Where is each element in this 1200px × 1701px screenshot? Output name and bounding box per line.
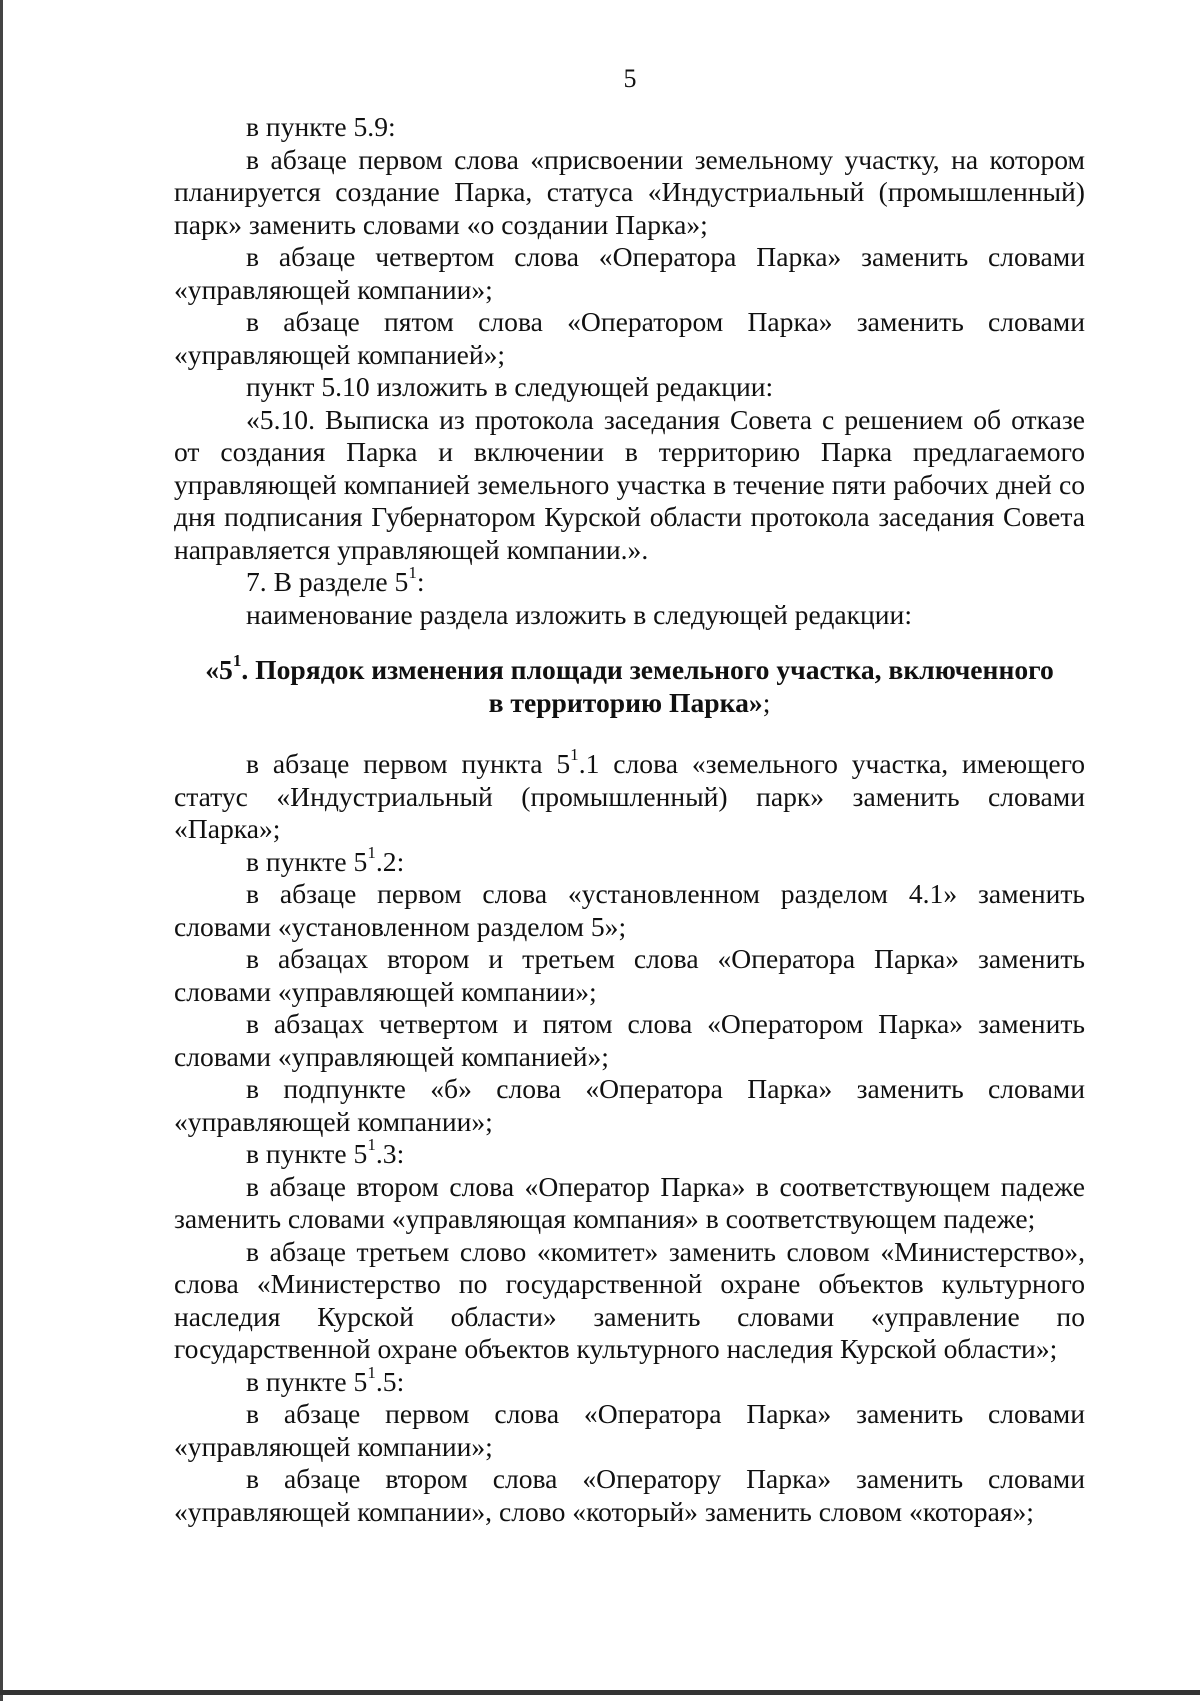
paragraph: в абзацах четвертом и пятом слова «Оператором Парка» заменить словами «управляющей компанией»; <box>174 1008 1085 1072</box>
paragraph: в абзаце втором слова «Оператору Парка» заменить словами «управляющей компании», слово «который» заменить словом «которая»; <box>174 1463 1085 1527</box>
paragraph: в абзаце первом слова «Оператора Парка» заменить словами «управляющей компании»; <box>174 1398 1085 1462</box>
scan-left-edge <box>0 0 3 1701</box>
page-number: 5 <box>623 64 637 93</box>
paragraph-text: : <box>416 566 425 597</box>
paragraph: в абзаце втором слова «Оператор Парка» в соответствующем падеже заменить словами «управляющая компания» в соответствующем падеже; <box>174 1170 1085 1234</box>
superscript: 1 <box>408 563 417 583</box>
paragraph-text: .2: <box>375 845 405 877</box>
heading-text: в территорию Парка» <box>488 686 763 718</box>
superscript: 1 <box>570 745 579 765</box>
paragraph <box>174 1135 1085 1171</box>
paragraph: в абзаце третьем слово «комитет» заменить словом «Министерство», слова «Министерство по государственной охране объектов культурного наследия Курской области» заменить словами «управление по государственной охране объектов культурного наследия Курской области»; <box>174 1235 1085 1364</box>
section-heading-line-1 <box>174 651 1085 687</box>
scan-bottom-edge <box>0 1690 1200 1695</box>
heading-text: . Порядок изменения площади земельного участка, включенного <box>241 654 1054 685</box>
paragraph: в абзацах втором и третьем слова «Оператора Парка» заменить словами «управляющей компании»; <box>174 943 1085 1007</box>
paragraph-text: в пункте 5 <box>246 845 368 877</box>
paragraph: в абзаце пятом слова «Оператором Парка» заменить словами «управляющей компанией»; <box>174 306 1085 370</box>
paragraph-section-7 <box>174 563 1085 599</box>
paragraph <box>174 745 1085 846</box>
paragraph-text: 7. В разделе 5 <box>246 566 409 597</box>
superscript: 1 <box>367 842 376 862</box>
paragraph: в пункте 5.9: <box>246 111 396 142</box>
paragraph: наименование раздела изложить в следующей редакции: <box>246 598 912 630</box>
document-body <box>174 111 1085 1528</box>
paragraph: «5.10. Выписка из протокола заседания Совета с решением об отказе от создания Парка и включении в территорию Парка предлагаемого управляющей компанией земельного участка в течение пяти рабочих дней со дня подписания Губернатором Курской области протокола заседания Совета направляется управляющей компании.». <box>174 403 1085 565</box>
paragraph: пункт 5.10 изложить в следующей редакции: <box>246 371 774 402</box>
superscript: 1 <box>367 1135 376 1155</box>
paragraph: в абзаце первом слова «установленном разделом 4.1» заменить словами «установленном разделом 5»; <box>174 878 1085 942</box>
paragraph-text: в пункте 5 <box>246 1138 368 1169</box>
paragraph: в абзаце первом слова «присвоении земельному участку, на котором планируется создание Парка, статуса «Индустриальный (промышленный) парк» заменить словами «о создании Парка»; <box>174 143 1085 240</box>
paragraph-text: .3: <box>375 1138 405 1169</box>
paragraph <box>174 842 1085 879</box>
section-heading <box>174 651 1085 719</box>
paragraph <box>174 1362 1085 1399</box>
paragraph-text: .1 слова «земельного участка, имеющего статус «Индустриальный (промышленный) парк» заменить словами «Парка»; <box>174 748 1085 844</box>
superscript: 1 <box>367 1362 376 1382</box>
paragraph-text: в абзаце первом пункта 5 <box>246 748 571 779</box>
paragraph-text: .5: <box>375 1365 405 1397</box>
superscript: 1 <box>232 651 242 671</box>
section-heading-line-2 <box>174 687 1085 720</box>
heading-text: «5 <box>205 654 233 685</box>
paragraph: в абзаце четвертом слова «Оператора Парка» заменить словами «управляющей компании»; <box>174 241 1085 305</box>
paragraph-text: в пункте 5 <box>246 1365 368 1397</box>
heading-tail: ; <box>762 686 771 718</box>
paragraph: в подпункте «б» слова «Оператора Парка» заменить словами «управляющей компании»; <box>174 1073 1085 1137</box>
